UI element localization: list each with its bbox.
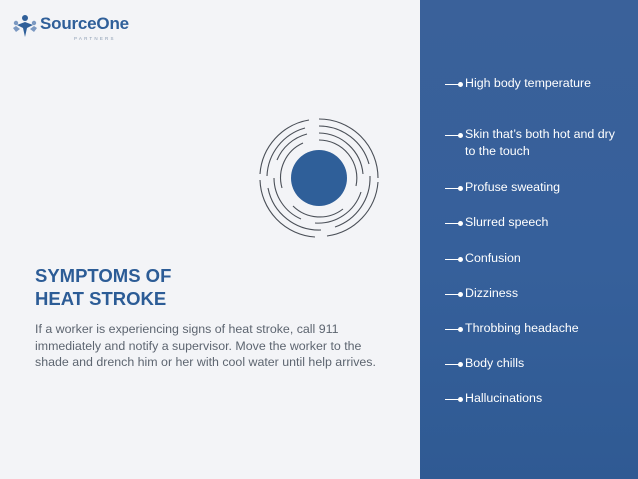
symptom-label: Slurred speech	[465, 215, 549, 229]
bullet-dot-icon	[458, 133, 463, 138]
bullet-dot-icon	[458, 362, 463, 367]
symptom-label: Throbbing headache	[465, 321, 579, 335]
symptom-label: Profuse sweating	[465, 180, 561, 194]
instructions-paragraph: If a worker is experiencing signs of heat stroke, call 911 immediately and notify a supervisor. Move the worker to the shade and drench him or her with cool water until help arrives.	[35, 322, 376, 369]
concentric-rings-graphic	[257, 116, 381, 240]
symptom-label: Skin that’s both hot and dry to the touch	[465, 127, 615, 158]
logo-tagline: PARTNERS	[74, 36, 116, 41]
symptom-label: Body chills	[465, 356, 525, 370]
symptom-label: High body temperature	[465, 76, 592, 90]
bullet-dot-icon	[458, 327, 463, 332]
logo	[12, 10, 132, 42]
symptom-label: Dizziness	[465, 286, 519, 300]
title-line-2: HEAT STROKE	[35, 288, 167, 309]
symptoms-list	[420, 0, 638, 479]
symptom-label: Confusion	[465, 251, 521, 265]
bullet-dot-icon	[458, 82, 463, 87]
bullet-dot-icon	[458, 397, 463, 402]
bullet-dot-icon	[458, 257, 463, 262]
bullet-dot-icon	[458, 292, 463, 297]
symptoms-panel	[420, 0, 638, 479]
bullet-dot-icon	[458, 221, 463, 226]
page-title	[35, 264, 335, 310]
logo-brand: SourceOne	[40, 14, 129, 33]
logo-people-icon	[12, 13, 38, 39]
bullet-dot-icon	[458, 186, 463, 191]
symptom-label: Hallucinations	[465, 391, 543, 405]
title-line-1: SYMPTOMS OF	[35, 265, 172, 286]
